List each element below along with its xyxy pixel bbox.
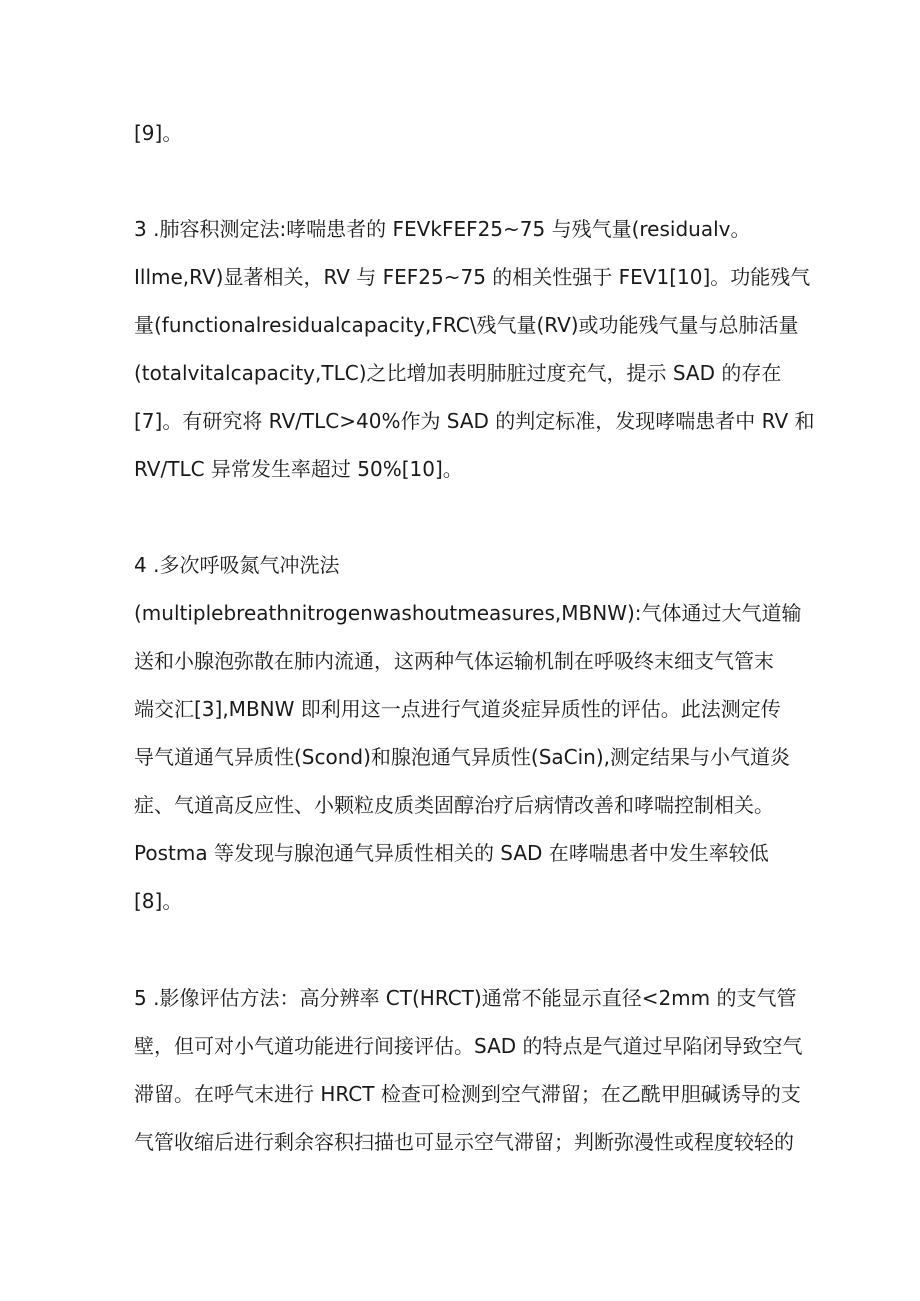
text-line: 气管收缩后进行剩余容积扫描也可显示空气滞留；判断弥漫性或程度较轻的 bbox=[134, 1130, 794, 1154]
text-line: 送和小腺泡弥散在肺内流通，这两种气体运输机制在呼吸终末细支气管末 bbox=[134, 649, 774, 673]
text-line: [7]。有研究将 RV/TLC>40%作为 SAD 的判定标准，发现哮喘患者中 RV 和 bbox=[134, 409, 815, 433]
text-line: (totalvitalcapacity,TLC)之比增加表明肺脏过度充气，提示 SAD 的存在 bbox=[134, 361, 782, 385]
text-line: 3 .肺容积测定法:哮喘患者的 FEVkFEF25~75 与残气量(residualv。 bbox=[134, 217, 751, 241]
text-line: 4 .多次呼吸氮气冲洗法 bbox=[134, 553, 340, 577]
text-line: Postma 等发现与腺泡通气异质性相关的 SAD 在哮喘患者中发生率较低 bbox=[134, 841, 769, 865]
text-line: 壁，但可对小气道功能进行间接评估。SAD 的特点是气道过早陷闭导致空气 bbox=[134, 1034, 803, 1058]
text-line: [8]。 bbox=[134, 889, 183, 913]
text-line: 5 .影像评估方法：高分辨率 CT(HRCT)通常不能显示直径<2mm 的支气管 bbox=[134, 986, 797, 1010]
text-line: 量(functionalresidualcapacity,FRC\残气量(RV)或功能残气量与总肺活量 bbox=[134, 313, 799, 337]
text-line: [9]。 bbox=[134, 121, 183, 145]
text-line: 症、气道高反应性、小颗粒皮质类固醇治疗后病情改善和哮喘控制相关。 bbox=[134, 793, 774, 817]
text-line: Illme,RV)显著相关，RV 与 FEF25~75 的相关性强于 FEV1[10]。功能残气 bbox=[134, 265, 811, 289]
text-line: 导气道通气异质性(Scond)和腺泡通气异质性(SaCin),测定结果与小气道炎 bbox=[134, 745, 791, 769]
text-line: (multiplebreathnitrogenwashoutmeasures,MBNW):气体通过大气道输 bbox=[134, 601, 802, 625]
text-line: 端交汇[3],MBNW 即利用这一点进行气道炎症异质性的评估。此法测定传 bbox=[134, 697, 781, 721]
text-line: RV/TLC 异常发生率超过 50%[10]。 bbox=[134, 457, 463, 481]
text-line: 滞留。在呼气末进行 HRCT 检查可检测到空气滞留；在乙酰甲胆碱诱导的支 bbox=[134, 1082, 801, 1106]
